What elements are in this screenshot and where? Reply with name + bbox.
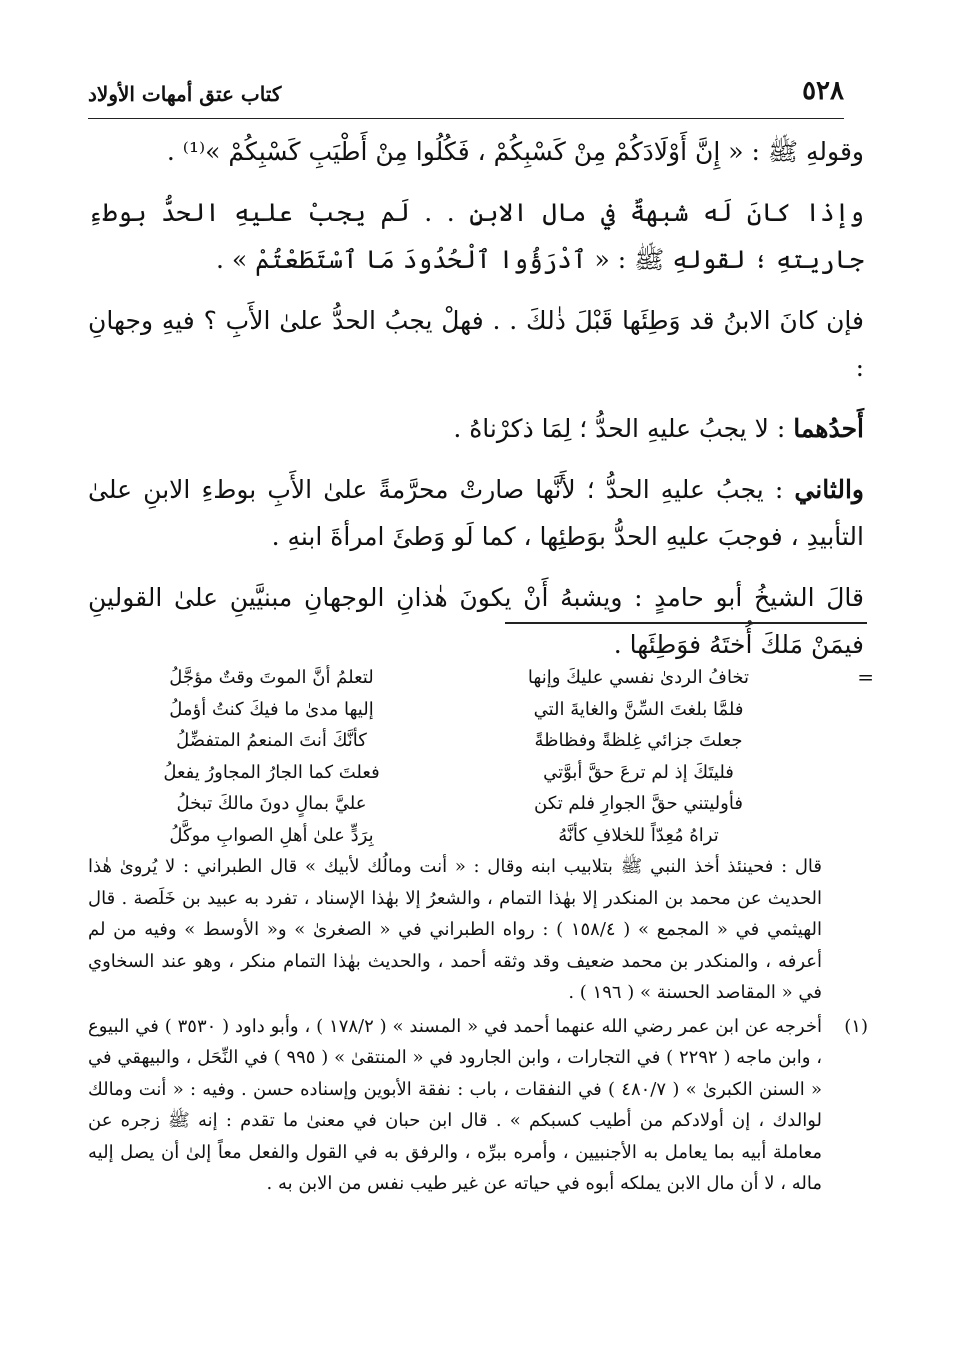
poem-line [88,725,822,757]
poem-line [88,757,822,789]
poem-commentary: قال : فحينئذ أخذ النبي ﷺ بتلابيب ابنه وقال : « أنت ومالُك لأبيك » قال الطبراني : لا يُروىٰ هٰذا الحديث عن محمد بن المنكدر إلا بهٰذا التمام ، والشعرُ إلا بهٰذا الإسناد ، تفرد به عبيد بن خَلَصة . قال الهيثمي في « المجمع » ( ١٥٨/٤ ) : رواه الطبراني في « الصغرىٰ » و« الأوسط » وفيه من لم أعرفه ، والمنكدر بن محمد ضعيف وقد وثقه أحمد ، والحديث بهٰذا التمام منكر ، وهو عند السخاوي في « المقاصد الحسنة » ( ١٩٦ ) . [88,856,823,1003]
page-number: ٥٢٨ [802,76,844,106]
footnote-divider [505,622,867,624]
footnote-number: (١) [844,1015,868,1037]
poem-second-hemistich: عليَّ بمالٍ دونَ مالكَ تبخلُ [176,793,367,814]
paragraph-5 [88,466,864,560]
poem-line [88,820,822,852]
poem-second-hemistich: كأنَّكَ أنتَ المنعمُ المتفضِّلُ [176,730,367,751]
page-header [88,72,844,119]
continuation-mark: = [857,665,874,689]
poem-line [88,694,822,726]
poem-line [88,662,822,694]
poem-first-hemistich: فليتَكَ إذ لم ترعَ حقَّ أبوَّتي [543,761,734,783]
paragraph-4 [88,405,864,452]
poem-first-hemistich: تخافُ الردىٰ نفسي عليكَ وإنها [527,667,750,688]
poem-second-hemistich: لتعلمُ أنَّ الموتَ وقتٌ مؤجَّلُ [169,667,374,688]
paragraph-1: وقولهِ ﷺ : « إِنَّ أَوْلَادَكُمْ مِنْ كَسْبِكُمْ ، فَكُلُوا مِنْ أَطْيَبِ كَسْبِكُمْ »⁽¹⁾ . [166,137,864,166]
paragraph-2: وإذا كانَ لَه شبهةٌ في مال الابنِ . . لَم يجبْ عليهِ الحدُّ بوطءِ جاريتهِ ؛ لقولهِ ﷺ : « ٱدْرَؤُوا ٱلْحُدُودَ مَا ٱسْتَطَعْتُمْ » . [88,198,864,274]
paragraph-5-text: : يجبُ عليهِ الحدُّ ؛ لأَنَّها صارتْ محرَّمةً علىٰ الأَبِ بوطءِ الابنِ علىٰ التأبيدِ ، فوجبَ عليهِ الحدُّ بوَطئِها ، كما لَو وَطئَ امرأةَ ابنهِ . [88,475,864,551]
poem-first-hemistich: فلمَّا بلغتَ السِّنَّ والغايةَ التي [533,698,744,720]
footnote-1 [88,1011,874,1200]
paragraph-6: قالَ الشيخُ أبو حامدٍ : ويشبهُ أَنْ يكونَ هٰذانِ الوجهانِ مبنيَّينِ علىٰ القولينِ فيمَنْ مَلكَ أُختَهُ فوَطِئَها . [88,583,864,659]
poem-first-hemistich: جعلتَ جزائي غِلظةً وفظاظةً [534,730,743,751]
poem-line [88,788,822,820]
poem-second-hemistich: إليها مدىٰ ما فيكَ كنتُ أؤملُ [169,698,374,720]
paragraph-4-text: : لا يجبُ عليهِ الحدُّ ؛ لِمَا ذكرْناهُ . [453,414,794,443]
running-title: كتاب عتق أمهات الأولاد [88,82,282,106]
poem-first-hemistich: فأوليتني حقَّ الجوارِ فلم تكن [534,793,743,814]
footnote-text: أخرجه عن ابن عمر رضي الله عنهما أحمد في « المسند » ( ١٧٨/٢ ) ، وأبو داود ( ٣٥٣٠ ) في البيوع ، وابن ماجه ( ٢٢٩٢ ) في التجارات ، وابن الجارود في « المنتقىٰ » ( ٩٩٥ ) في النِّحَل ، والبيهقي في « السنن الكبرىٰ » ( ٤٨٠/٧ ) في النفقات ، باب : نفقة الأبوين وإسناده حسن . وفيه : « أنت ومالك لوالدك ، إن أولادكم من أطيب كسبكم » . قال ابن حبان في معنىٰ ما تقدم : إنه ﷺ زجره عن معاملة أبيه بما يعامل به الأجنبيين ، وأمره ببرِّه ، والرفق به في القول والفعل معاً إلىٰ أن يصل إليه ماله ، لا أن مال الابن يملكه أبوه في حياته عن غير طيب نفس من الابن به . [88,1015,823,1194]
poem-second-hemistich: فعلتَ كما الجارُ المجاورُ يفعلُ [163,761,380,783]
paragraph-4-label: أَحدُهما [793,414,864,443]
poem-block [88,662,874,851]
poem-first-hemistich: تراهُ مُعِدّاً للخلافِ كأنَّهُ [558,824,719,846]
main-text [88,128,864,682]
poem-second-hemistich: بِرَدٍّ علىٰ أهلِ الصوابِ موكَّلُ [169,824,374,846]
paragraph-3: فإن كانَ الابنُ قد وَطِئَها قَبْلَ ذٰلكَ . . فهلْ يجبُ الحدُّ علىٰ الأَبِ ؟ فيهِ وجهانِ : [88,306,864,382]
footnotes-section [88,662,874,1200]
paragraph-5-label: والثاني [794,475,864,504]
